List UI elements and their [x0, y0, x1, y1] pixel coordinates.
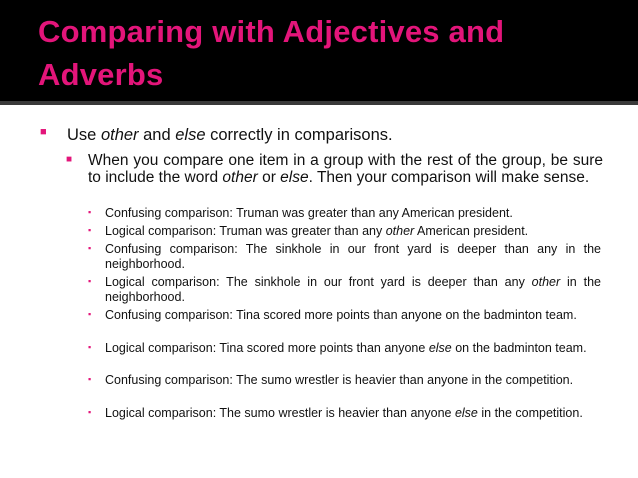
- slide-title: Comparing with Adjectives and Adverbs: [38, 14, 505, 92]
- example-text: Logical comparison: Truman was greater than any other American president.: [105, 224, 529, 238]
- small-square-bullet-icon: ▪: [88, 342, 92, 352]
- example-text: Logical comparison: The sinkhole in our front yard is deeper than any other in the neighborhood.: [105, 275, 601, 304]
- bullet-text: Use other and else correctly in comparisons.: [67, 126, 393, 144]
- bullet-text: When you compare one item in a group with the rest of the group, be sure to include the word other or else. Then your comparison will make sense.: [88, 152, 603, 186]
- small-square-bullet-icon: ▪: [88, 225, 92, 235]
- header-divider: [0, 101, 638, 105]
- example-text: Confusing comparison: Tina scored more points than anyone on the badminton team.: [105, 308, 577, 322]
- small-square-bullet-icon: ▪: [88, 243, 92, 253]
- slide-header: [0, 0, 638, 101]
- small-square-bullet-icon: ▪: [88, 374, 92, 384]
- square-bullet-icon: ■: [40, 126, 47, 138]
- example-text: Confusing comparison: The sinkhole in our front yard is deeper than any in the neighborhood.: [105, 242, 601, 271]
- example-text: Confusing comparison: The sumo wrestler is heavier than anyone in the competition.: [105, 373, 574, 387]
- square-bullet-icon: ■: [66, 154, 73, 165]
- example-text: Confusing comparison: Truman was greater than any American president.: [105, 206, 513, 220]
- small-square-bullet-icon: ▪: [88, 407, 92, 417]
- small-square-bullet-icon: ▪: [88, 276, 92, 286]
- small-square-bullet-icon: ▪: [88, 207, 92, 217]
- small-square-bullet-icon: ▪: [88, 309, 92, 319]
- example-text: Logical comparison: Tina scored more points than anyone else on the badminton team.: [105, 341, 587, 355]
- example-text: Logical comparison: The sumo wrestler is heavier than anyone else in the competition.: [105, 406, 583, 420]
